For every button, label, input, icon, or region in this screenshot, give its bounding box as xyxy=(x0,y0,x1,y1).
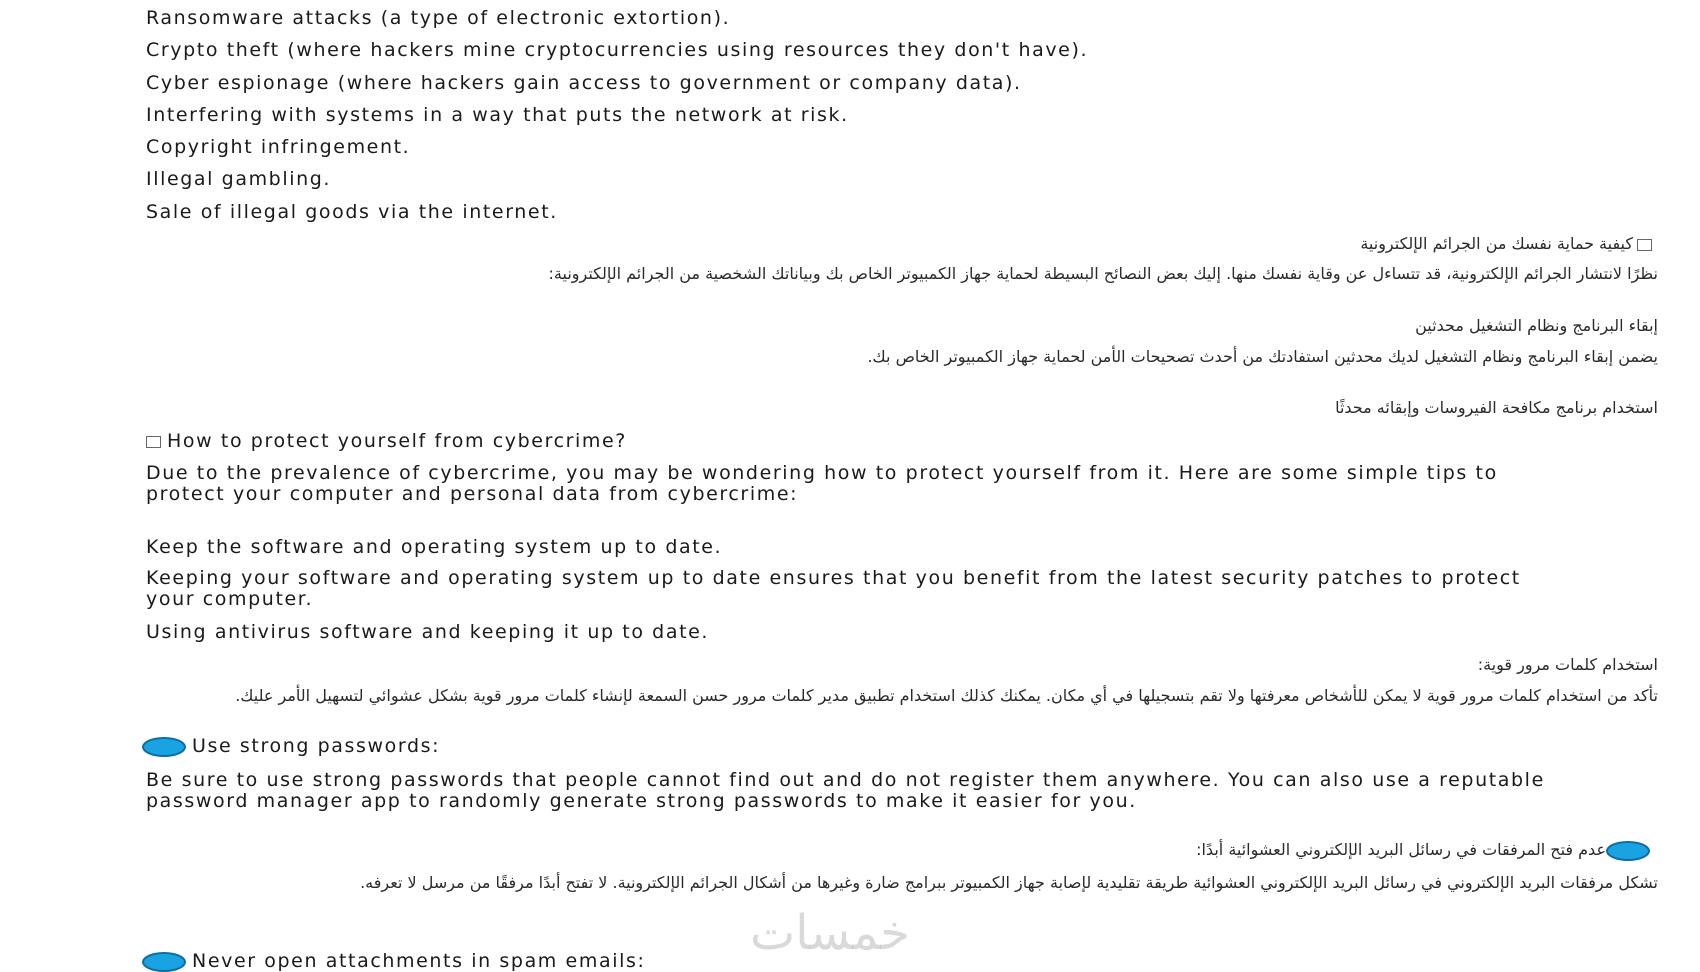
english-tip4-title-text: Never open attachments in spam emails: xyxy=(192,950,646,972)
arabic-tip1-title: إبقاء البرنامج ونظام التشغيل محدثين xyxy=(1415,316,1658,335)
list-item: Interfering with systems in a way that puts the network at risk. xyxy=(146,104,849,126)
arabic-tip2-title: استخدام برنامج مكافحة الفيروسات وإبقائه محدثًا xyxy=(1335,398,1658,417)
arabic-heading-text: كيفية حماية نفسك من الجرائم الإلكترونية xyxy=(1360,234,1633,253)
english-tip3-title xyxy=(146,736,1546,757)
checkbox-icon xyxy=(1637,239,1652,251)
arabic-tip1-body: يضمن إبقاء البرنامج ونظام التشغيل لديك محدثين استفادتك من أحدث تصحيحات الأمن لحماية جهاز الكمبيوتر الخاص بك. xyxy=(867,347,1658,366)
list-item: Cyber espionage (where hackers gain access to government or company data). xyxy=(146,72,1022,94)
watermark-logo: خمسات xyxy=(750,905,911,961)
arabic-intro: نظرًا لانتشار الجرائم الإلكترونية، قد تتساءل عن وقاية نفسك منها. إليك بعض النصائح البسيطة لحماية جهاز الكمبيوتر الخاص بك وبياناتك الشخصية من الجرائم الإلكترونية: xyxy=(548,264,1658,283)
english-tip2-title: Using antivirus software and keeping it up to date. xyxy=(146,621,710,643)
arabic-tip3-title: استخدام كلمات مرور قوية: xyxy=(1477,655,1658,674)
english-heading xyxy=(146,431,1546,452)
arabic-heading xyxy=(158,234,1658,254)
english-tip1-title: Keep the software and operating system up to date. xyxy=(146,536,723,558)
english-tip1-body: Keeping your software and operating system up to date ensures that you benefit from the latest security patches to protect your computer. xyxy=(146,567,1521,610)
list-item: Illegal gambling. xyxy=(146,168,332,190)
english-intro: Due to the prevalence of cybercrime, you may be wondering how to protect yourself from it. Here are some simple tips to protect your computer and personal data from cybercrime: xyxy=(146,462,1498,505)
english-tip3-title-text: Use strong passwords: xyxy=(192,735,441,757)
english-heading-text: How to protect yourself from cybercrime? xyxy=(167,430,627,452)
list-item: Ransomware attacks (a type of electronic extortion). xyxy=(146,7,731,29)
arabic-tip3-body: تأكد من استخدام كلمات مرور قوية لا يمكن للأشخاص معرفتها ولا تقم بتسجيلها في أي مكان. يمكنك كذلك استخدام تطبيق مدير كلمات مرور حسن السمعة لإنشاء كلمات مرور قوية بشكل عشوائي لتسهيل الأمر عليك. xyxy=(235,686,1658,705)
checkbox-icon xyxy=(146,436,161,448)
bullet-icon xyxy=(142,737,186,757)
arabic-tip4-title-text: عدم فتح المرفقات في رسائل البريد الإلكتروني العشوائية أبدًا: xyxy=(1196,840,1606,859)
arabic-tip4-body: تشكل مرفقات البريد الإلكتروني في رسائل البريد الإلكتروني العشوائية طريقة تقليدية لإصابة جهاز الكمبيوتر ببرامج ضارة وغيرها من أشكال الجرائم الإلكترونية. لا تفتح أبدًا مرفقًا من مرسل لا تعرفه. xyxy=(360,873,1658,892)
english-tip3-body: Be sure to use strong passwords that people cannot find out and do not register them anywhere. You can also use a reputable password manager app to randomly generate strong passwords to make it easier for you. xyxy=(146,769,1545,812)
bullet-icon xyxy=(1606,841,1650,861)
arabic-tip4-title xyxy=(158,840,1658,861)
list-item: Crypto theft (where hackers mine cryptocurrencies using resources they don't have). xyxy=(146,39,1089,61)
list-item: Copyright infringement. xyxy=(146,136,411,158)
english-tip4-title xyxy=(146,951,1546,972)
bullet-icon xyxy=(142,952,186,972)
list-item: Sale of illegal goods via the internet. xyxy=(146,201,558,223)
